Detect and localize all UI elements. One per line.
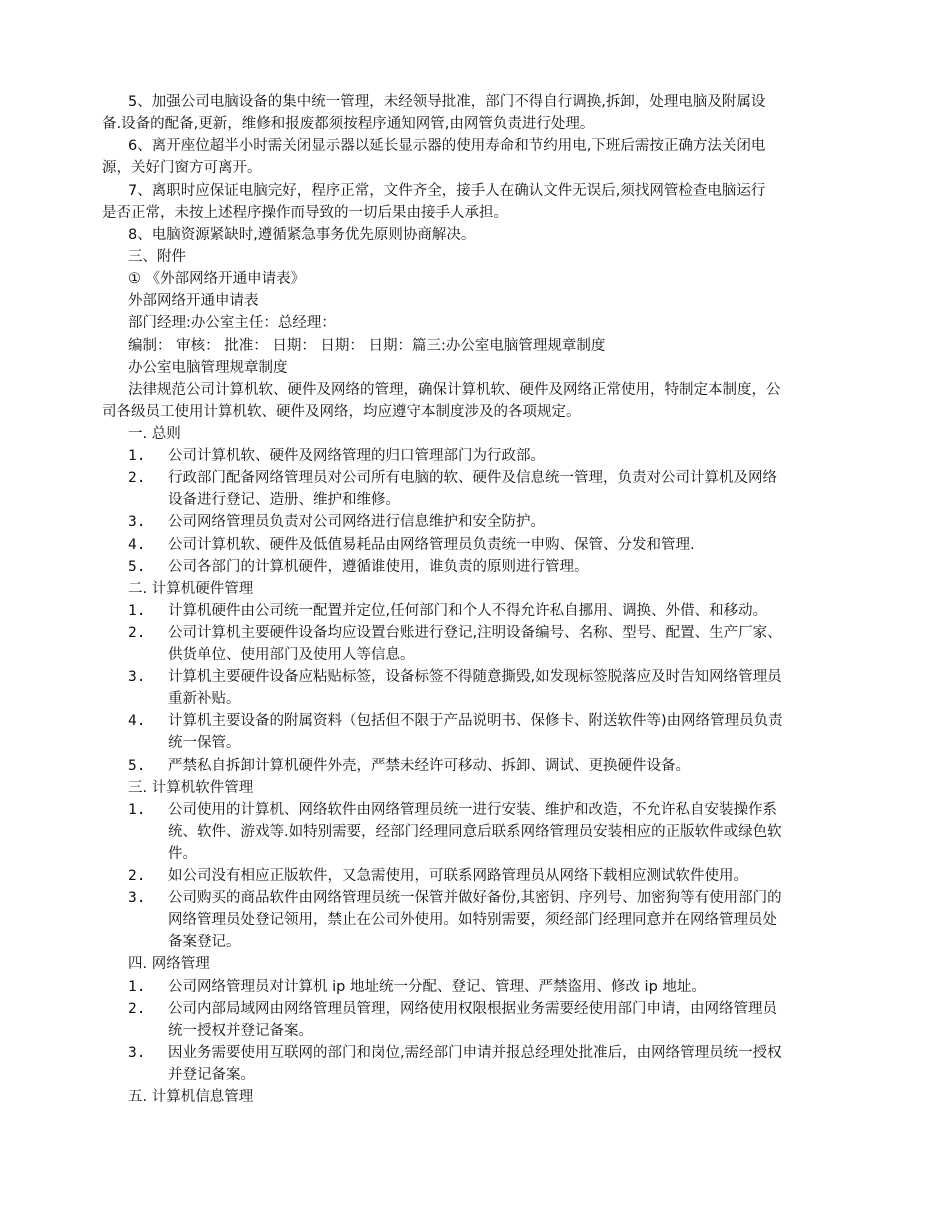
attachment-line: 外部网络开通申请表 bbox=[128, 293, 259, 309]
list-item-number: 2. bbox=[128, 868, 146, 884]
list-item-number: 5. bbox=[128, 758, 146, 774]
section-heading: 五. 计算机信息管理 bbox=[128, 1089, 254, 1105]
list-item-text: 统一保管。 bbox=[168, 735, 241, 751]
list-item-number: 3. bbox=[128, 669, 146, 685]
list-item-number: 2. bbox=[128, 1001, 146, 1017]
list-item-text: 计算机主要硬件设备应粘贴标签，设备标签不得随意撕毁,如发现标签脱落应及时告知网络管理员 bbox=[168, 669, 782, 685]
list-item-text: 如公司没有相应正版软件，又急需使用，可联系网路管理员从网络下载相应测试软件使用。 bbox=[168, 868, 748, 884]
attachment-line: 编制： 审核： 批准： 日期： 日期： 日期：篇三:办公室电脑管理规章制度 bbox=[128, 338, 606, 354]
paragraph-line: 是否正常，未按上述程序操作而导致的一切后果由接手人承担。 bbox=[102, 205, 508, 221]
list-item-number: 4. bbox=[128, 537, 146, 553]
list-item-text: 公司计算机软、硬件及低值易耗品由网络管理员负责统一申购、保管、分发和管理. bbox=[168, 537, 695, 553]
intro-line: 法律规范公司计算机软、硬件及网络的管理，确保计算机软、硬件及网络正常使用，特制定本制度，公 bbox=[128, 382, 781, 398]
section-heading: 三、附件 bbox=[128, 249, 186, 265]
list-item-text: 统、软件、游戏等.如特别需要，经部门经理同意后联系网络管理员安装相应的正版软件或绿色软 bbox=[168, 824, 782, 840]
list-item-text: 公司各部门的计算机硬件，遵循谁使用，谁负责的原则进行管理。 bbox=[168, 559, 589, 575]
attachment-line: ① 《外部网络开通申请表》 bbox=[128, 271, 306, 287]
list-item-number: 1. bbox=[128, 603, 146, 619]
list-item-text: 严禁私自拆卸计算机硬件外壳，严禁未经许可移动、拆卸、调试、更换硬件设备。 bbox=[168, 758, 690, 774]
list-item-text: 公司网络管理员对计算机 ip 地址统一分配、登记、管理、严禁盗用、修改 ip 地址。 bbox=[168, 979, 706, 995]
paragraph-line: 8、电脑资源紧缺时,遵循紧急事务优先原则协商解决。 bbox=[128, 227, 476, 243]
list-item-number: 5. bbox=[128, 559, 146, 575]
section-heading: 四. 网络管理 bbox=[128, 956, 210, 972]
list-item-text: 网络管理员处登记领用，禁止在公司外使用。如特别需要，须经部门经理同意并在网络管理员处 bbox=[168, 912, 777, 928]
list-item-number: 1. bbox=[128, 979, 146, 995]
list-item-text: 计算机主要设备的附属资料（包括但不限于产品说明书、保修卡、附送软件等)由网络管理员负责 bbox=[168, 713, 783, 729]
paragraph-line: 6、离开座位超半小时需关闭显示器以延长显示器的使用寿命和节约用电,下班后需按正确方法关闭电 bbox=[128, 138, 766, 154]
list-item-text: 公司计算机主要硬件设备均应设置台账进行登记,注明设备编号、名称、型号、配置、生产厂家、 bbox=[168, 625, 782, 641]
list-item-number: 2. bbox=[128, 625, 146, 641]
list-item-text: 供货单位、使用部门及使用人等信息。 bbox=[168, 647, 415, 663]
list-item-text: 公司购买的商品软件由网络管理员统一保管并做好备份,其密钥、序列号、加密狗等有使用部门的 bbox=[168, 890, 782, 906]
section-heading: 二. 计算机硬件管理 bbox=[128, 581, 254, 597]
list-item-text: 并登记备案。 bbox=[168, 1067, 255, 1083]
list-item-number: 1. bbox=[128, 802, 146, 818]
section-heading: 三. 计算机软件管理 bbox=[128, 780, 254, 796]
document-title: 办公室电脑管理规章制度 bbox=[128, 360, 288, 376]
list-item-number: 2. bbox=[128, 470, 146, 486]
list-item-text: 因业务需要使用互联网的部门和岗位,需经部门申请并报总经理处批准后，由网络管理员统一授权 bbox=[168, 1045, 782, 1061]
list-item-text: 设备进行登记、造册、维护和维修。 bbox=[168, 492, 400, 508]
list-item-text: 公司网络管理员负责对公司网络进行信息维护和安全防护。 bbox=[168, 514, 545, 530]
paragraph-line: 源，关好门窗方可离开。 bbox=[102, 160, 262, 176]
section-heading: 一. 总则 bbox=[128, 426, 181, 442]
list-item-number: 3. bbox=[128, 1045, 146, 1061]
intro-line: 司各级员工使用计算机软、硬件及网络，均应遵守本制度涉及的各项规定。 bbox=[102, 404, 581, 420]
list-item-text: 备案登记。 bbox=[168, 934, 241, 950]
list-item-text: 公司内部局域网由网络管理员管理，网络使用权限根据业务需要经使用部门申请，由网络管理员 bbox=[168, 1001, 777, 1017]
list-item-text: 重新补贴。 bbox=[168, 691, 241, 707]
list-item-number: 3. bbox=[128, 514, 146, 530]
list-item-text: 计算机硬件由公司统一配置并定位,任何部门和个人不得允许私自挪用、调换、外借、和移动。 bbox=[168, 603, 768, 619]
attachment-line: 部门经理:办公室主任：总经理： bbox=[128, 315, 336, 331]
list-item-text: 统一授权并登记备案。 bbox=[168, 1023, 313, 1039]
list-item-text: 行政部门配备网络管理员对公司所有电脑的软、硬件及信息统一管理，负责对公司计算机及网络 bbox=[168, 470, 777, 486]
list-item-number: 1. bbox=[128, 448, 146, 464]
list-item-text: 件。 bbox=[168, 846, 197, 862]
list-item-text: 公司使用的计算机、网络软件由网络管理员统一进行安装、维护和改造，不允许私自安装操作系 bbox=[168, 802, 777, 818]
list-item-text: 公司计算机软、硬件及网络管理的归口管理部门为行政部。 bbox=[168, 448, 545, 464]
list-item-number: 3. bbox=[128, 890, 146, 906]
paragraph-line: 7、离职时应保证电脑完好，程序正常，文件齐全，接手人在确认文件无误后,须找网管检查电脑运行 bbox=[128, 183, 766, 199]
list-item-number: 4. bbox=[128, 713, 146, 729]
paragraph-line: 备.设备的配备,更新，维修和报废都须按程序通知网管,由网管负责进行处理。 bbox=[102, 116, 595, 132]
paragraph-line: 5、加强公司电脑设备的集中统一管理，未经领导批准，部门不得自行调换,拆卸，处理电脑及附属设 bbox=[128, 94, 766, 110]
